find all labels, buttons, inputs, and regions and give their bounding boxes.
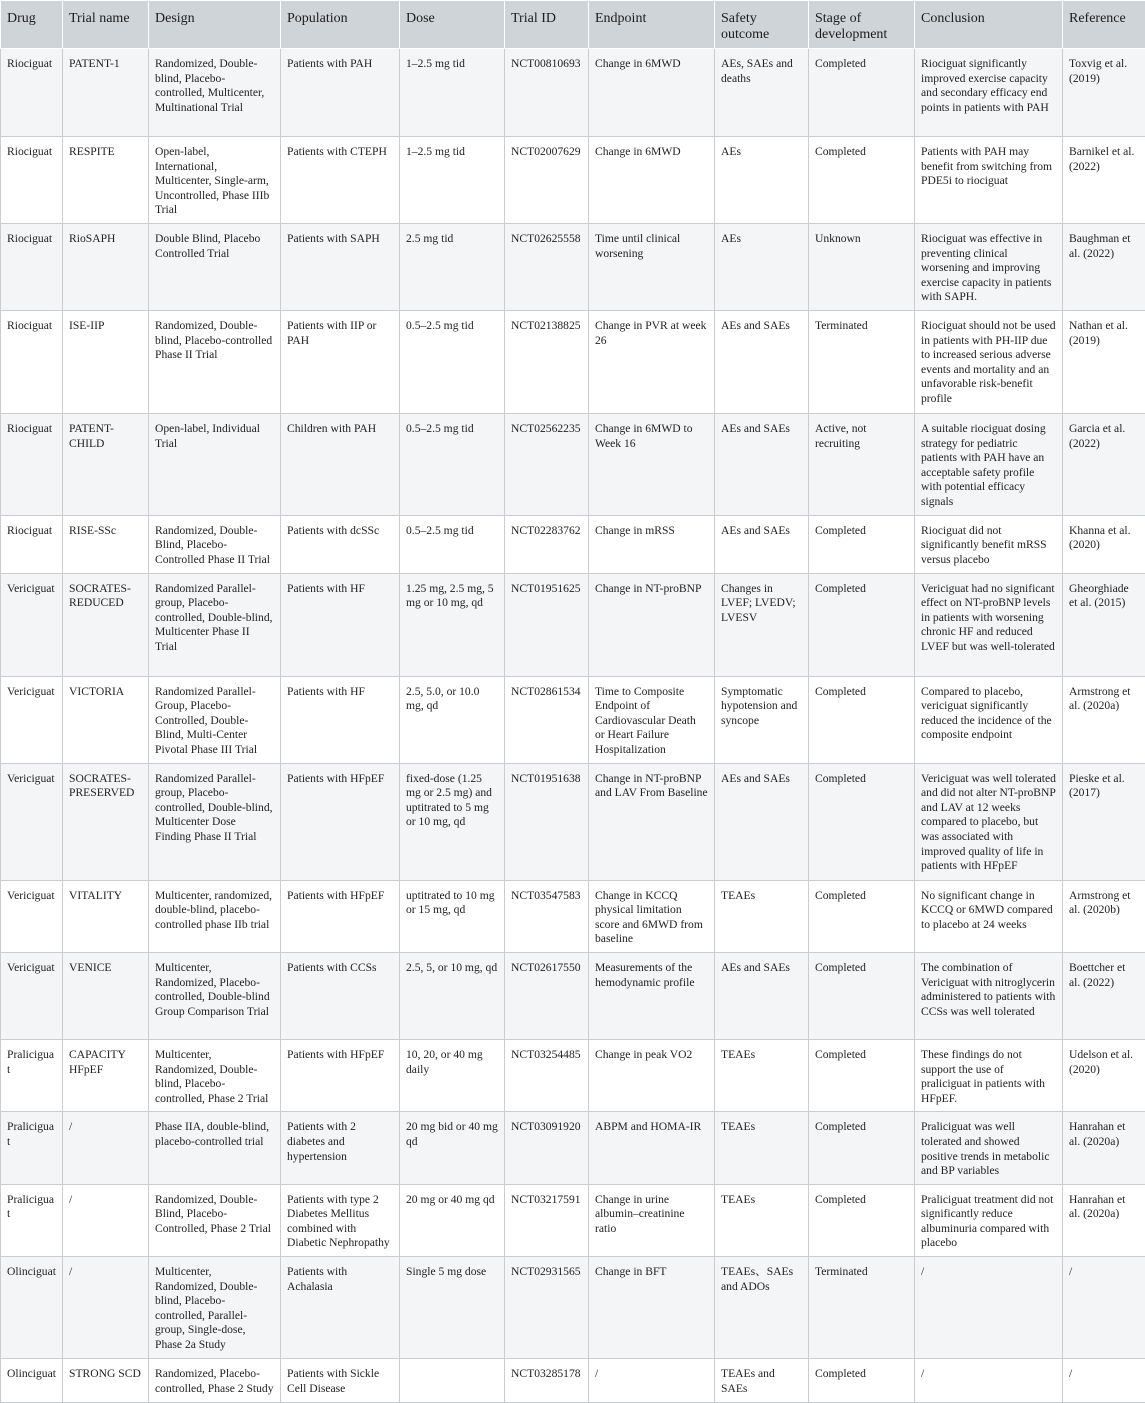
cell-conclusion: Compared to placebo, vericiguat significantly reduced the incidence of the composite endpoint (915, 676, 1063, 763)
header-population: Population (281, 1, 400, 49)
cell-safety-outcome: AEs and SAEs (715, 515, 809, 573)
cell-drug: Vericiguat (1, 763, 63, 880)
cell-stage: Completed (809, 763, 915, 880)
cell-reference: Toxvig et al. (2019) (1063, 49, 1145, 137)
header-dose: Dose (400, 1, 505, 49)
cell-conclusion: Patients with PAH may benefit from switching from PDE5i to riociguat (915, 137, 1063, 224)
cell-drug: Riociguat (1, 311, 63, 414)
header-reference: Reference (1063, 1, 1145, 49)
cell-dose: 1.25 mg, 2.5 mg, 5 mg or 10 mg, qd (400, 573, 505, 676)
cell-conclusion: Praliciguat treatment did not significantly reduce albuminuria compared with placebo (915, 1184, 1063, 1256)
cell-stage: Completed (809, 515, 915, 573)
cell-safety-outcome: Changes in LVEF; LVEDV; LVESV (715, 573, 809, 676)
cell-safety-outcome: AEs, SAEs and deaths (715, 49, 809, 137)
cell-conclusion: Vericiguat was well tolerated and did not alter NT-proBNP and LAV at 12 weeks compared to placebo, but was associated with improved quality of life in patients with HFpEF (915, 763, 1063, 880)
table-row (1, 1359, 1145, 1403)
cell-drug: Riociguat (1, 414, 63, 516)
cell-trial-id: NCT02617550 (505, 952, 589, 1039)
cell-design: Randomized, Double-blind, Placebo-controlled, Multicenter, Multinational Trial (149, 49, 281, 137)
cell-drug: Vericiguat (1, 676, 63, 763)
cell-trial-name: RESPITE (63, 137, 149, 224)
cell-reference: Barnikel et al. (2022) (1063, 137, 1145, 224)
table-row (1, 952, 1145, 1039)
cell-conclusion: Riociguat was effective in preventing clinical worsening and improving exercise capacity in patients with SAPH. (915, 224, 1063, 311)
cell-dose: Single 5 mg dose (400, 1257, 505, 1359)
cell-safety-outcome: AEs and SAEs (715, 952, 809, 1039)
cell-trial-id: NCT02931565 (505, 1257, 589, 1359)
cell-population: Patients with PAH (281, 49, 400, 137)
cell-safety-outcome: TEAEs (715, 1184, 809, 1256)
cell-stage: Completed (809, 573, 915, 676)
cell-stage: Completed (809, 49, 915, 137)
cell-stage: Completed (809, 1112, 915, 1184)
table-body (1, 49, 1145, 1403)
cell-safety-outcome: TEAEs (715, 1039, 809, 1111)
cell-endpoint: Change in NT-proBNP (589, 573, 715, 676)
cell-population: Patients with SAPH (281, 224, 400, 311)
header-trial-id: Trial ID (505, 1, 589, 49)
cell-trial-id: NCT02138825 (505, 311, 589, 414)
cell-design: Randomized, Placebo-controlled, Phase 2 Study (149, 1359, 281, 1403)
cell-conclusion: A suitable riociguat dosing strategy for pediatric patients with PAH have an acceptable safety profile with potential efficacy signals (915, 414, 1063, 516)
header-trial-name: Trial name (63, 1, 149, 49)
cell-trial-name: VITALITY (63, 880, 149, 952)
cell-dose: 0.5–2.5 mg tid (400, 311, 505, 414)
header-conclusion: Conclusion (915, 1, 1063, 49)
cell-endpoint: Change in 6MWD (589, 137, 715, 224)
cell-reference: Pieske et al. (2017) (1063, 763, 1145, 880)
cell-stage: Terminated (809, 311, 915, 414)
cell-design: Open-label, International, Multicenter, Single-arm, Uncontrolled, Phase IIIb Trial (149, 137, 281, 224)
cell-trial-name: PATENT-1 (63, 49, 149, 137)
table-row (1, 880, 1145, 952)
cell-population: Patients with HF (281, 676, 400, 763)
cell-design: Double Blind, Placebo Controlled Trial (149, 224, 281, 311)
cell-design: Randomized Parallel-group, Placebo-controlled, Double-blind, Multicenter Dose Finding Phase II Trial (149, 763, 281, 880)
cell-dose: 20 mg or 40 mg qd (400, 1184, 505, 1256)
cell-conclusion: The combination of Vericiguat with nitroglycerin administered to patients with CCSs was well tolerated (915, 952, 1063, 1039)
header-design: Design (149, 1, 281, 49)
cell-conclusion: Riociguat did not significantly benefit mRSS versus placebo (915, 515, 1063, 573)
cell-endpoint: Change in PVR at week 26 (589, 311, 715, 414)
cell-stage: Unknown (809, 224, 915, 311)
cell-drug: Praliciguat (1, 1039, 63, 1111)
cell-design: Multicenter, randomized, double-blind, placebo-controlled phase IIb trial (149, 880, 281, 952)
table-row (1, 1112, 1145, 1184)
cell-endpoint: Measurements of the hemodynamic profile (589, 952, 715, 1039)
cell-trial-id: NCT03254485 (505, 1039, 589, 1111)
table-row (1, 137, 1145, 224)
cell-design: Multicenter, Randomized, Double-blind, Placebo-controlled, Parallel-group, Single-dose, Phase 2a Study (149, 1257, 281, 1359)
table-row (1, 763, 1145, 880)
cell-stage: Completed (809, 137, 915, 224)
cell-dose: uptitrated to 10 mg or 15 mg, qd (400, 880, 505, 952)
cell-safety-outcome: AEs and SAEs (715, 414, 809, 516)
cell-conclusion: Vericiguat had no significant effect on NT-proBNP levels in patients with worsening chronic HF and reduced LVEF but was well-tolerated (915, 573, 1063, 676)
cell-population: Patients with HFpEF (281, 763, 400, 880)
header-safety-outcome: Safety outcome (715, 1, 809, 49)
table-row (1, 1184, 1145, 1256)
cell-trial-name: VENICE (63, 952, 149, 1039)
cell-dose: 0.5–2.5 mg tid (400, 515, 505, 573)
cell-conclusion: Praliciguat was well tolerated and showed positive trends in metabolic and BP variables (915, 1112, 1063, 1184)
cell-endpoint: Change in 6MWD (589, 49, 715, 137)
cell-trial-name: STRONG SCD (63, 1359, 149, 1403)
cell-safety-outcome: AEs and SAEs (715, 311, 809, 414)
cell-design: Phase IIA, double-blind, placebo-controlled trial (149, 1112, 281, 1184)
cell-population: Patients with Sickle Cell Disease (281, 1359, 400, 1403)
cell-conclusion: Riociguat significantly improved exercise capacity and secondary efficacy end points in patients with PAH (915, 49, 1063, 137)
cell-trial-name: SOCRATES-PRESERVED (63, 763, 149, 880)
header-stage: Stage of development (809, 1, 915, 49)
cell-dose: 1–2.5 mg tid (400, 49, 505, 137)
cell-safety-outcome: AEs (715, 137, 809, 224)
cell-design: Randomized Parallel-group, Placebo-controlled, Double-blind, Multicenter Phase II Trial (149, 573, 281, 676)
cell-population: Patients with CTEPH (281, 137, 400, 224)
cell-drug: Olinciguat (1, 1257, 63, 1359)
cell-conclusion: These findings do not support the use of praliciguat in patients with HFpEF. (915, 1039, 1063, 1111)
cell-trial-name: / (63, 1112, 149, 1184)
cell-design: Randomized, Double-Blind, Placebo-Controlled, Phase 2 Trial (149, 1184, 281, 1256)
cell-reference: Armstrong et al. (2020b) (1063, 880, 1145, 952)
cell-safety-outcome: TEAEs (715, 1112, 809, 1184)
cell-population: Patients with CCSs (281, 952, 400, 1039)
table-row (1, 414, 1145, 516)
cell-drug: Vericiguat (1, 952, 63, 1039)
cell-dose: 0.5–2.5 mg tid (400, 414, 505, 516)
cell-trial-name: PATENT-CHILD (63, 414, 149, 516)
cell-population: Patients with HF (281, 573, 400, 676)
cell-population: Children with PAH (281, 414, 400, 516)
cell-trial-id: NCT03547583 (505, 880, 589, 952)
cell-trial-id: NCT02861534 (505, 676, 589, 763)
table-row (1, 515, 1145, 573)
table-row (1, 49, 1145, 137)
cell-trial-id: NCT03091920 (505, 1112, 589, 1184)
cell-safety-outcome: TEAEs、SAEs and ADOs (715, 1257, 809, 1359)
table-row (1, 676, 1145, 763)
cell-trial-name: ISE-IIP (63, 311, 149, 414)
cell-drug: Praliciguat (1, 1184, 63, 1256)
cell-trial-id: NCT02283762 (505, 515, 589, 573)
cell-population: Patients with HFpEF (281, 1039, 400, 1111)
cell-trial-id: NCT01951638 (505, 763, 589, 880)
cell-drug: Vericiguat (1, 880, 63, 952)
table-row (1, 311, 1145, 414)
cell-reference: Hanrahan et al. (2020a) (1063, 1184, 1145, 1256)
cell-dose: 1–2.5 mg tid (400, 137, 505, 224)
cell-dose: 2.5, 5, or 10 mg, qd (400, 952, 505, 1039)
header-drug: Drug (1, 1, 63, 49)
table-row (1, 1039, 1145, 1111)
cell-population: Patients with IIP or PAH (281, 311, 400, 414)
cell-design: Randomized, Double-Blind, Placebo-Controlled Phase II Trial (149, 515, 281, 573)
cell-reference: Hanrahan et al. (2020a) (1063, 1112, 1145, 1184)
cell-trial-id: NCT02007629 (505, 137, 589, 224)
cell-design: Multicenter, Randomized, Placebo-controlled, Double-blind Group Comparison Trial (149, 952, 281, 1039)
cell-reference: Khanna et al. (2020) (1063, 515, 1145, 573)
cell-stage: Completed (809, 1039, 915, 1111)
cell-conclusion: Riociguat should not be used in patients with PH-IIP due to increased serious adverse events and mortality and an unfavorable risk-benefit profile (915, 311, 1063, 414)
cell-endpoint: Change in peak VO2 (589, 1039, 715, 1111)
cell-stage: Completed (809, 880, 915, 952)
cell-drug: Riociguat (1, 515, 63, 573)
cell-reference: Baughman et al. (2022) (1063, 224, 1145, 311)
cell-reference: Armstrong et al. (2020a) (1063, 676, 1145, 763)
cell-reference: / (1063, 1257, 1145, 1359)
cell-dose: 2.5, 5.0, or 10.0 mg, qd (400, 676, 505, 763)
cell-design: Open-label, Individual Trial (149, 414, 281, 516)
cell-population: Patients with Achalasia (281, 1257, 400, 1359)
cell-drug: Olinciguat (1, 1359, 63, 1403)
cell-drug: Riociguat (1, 137, 63, 224)
cell-endpoint: Change in BFT (589, 1257, 715, 1359)
cell-dose (400, 1359, 505, 1403)
cell-safety-outcome: TEAEs and SAEs (715, 1359, 809, 1403)
cell-trial-name: RioSAPH (63, 224, 149, 311)
table-header (1, 1, 1145, 49)
cell-design: Multicenter, Randomized, Double-blind, Placebo-controlled, Phase 2 Trial (149, 1039, 281, 1111)
cell-reference: Udelson et al. (2020) (1063, 1039, 1145, 1111)
cell-trial-id: NCT02562235 (505, 414, 589, 516)
cell-reference: Nathan et al. (2019) (1063, 311, 1145, 414)
cell-conclusion: No significant change in KCCQ or 6MWD compared to placebo at 24 weeks (915, 880, 1063, 952)
cell-reference: / (1063, 1359, 1145, 1403)
cell-trial-id: NCT03217591 (505, 1184, 589, 1256)
cell-trial-name: / (63, 1184, 149, 1256)
cell-stage: Completed (809, 676, 915, 763)
cell-dose: 2.5 mg tid (400, 224, 505, 311)
cell-population: Patients with type 2 Diabetes Mellitus combined with Diabetic Nephropathy (281, 1184, 400, 1256)
cell-safety-outcome: Symptomatic hypotension and syncope (715, 676, 809, 763)
cell-design: Randomized, Double-blind, Placebo-controlled Phase II Trial (149, 311, 281, 414)
cell-trial-name: / (63, 1257, 149, 1359)
cell-drug: Vericiguat (1, 573, 63, 676)
cell-reference: Gheorghiade et al. (2015) (1063, 573, 1145, 676)
cell-endpoint: Change in 6MWD to Week 16 (589, 414, 715, 516)
cell-safety-outcome: AEs and SAEs (715, 763, 809, 880)
cell-trial-id: NCT00810693 (505, 49, 589, 137)
cell-population: Patients with 2 diabetes and hypertension (281, 1112, 400, 1184)
cell-population: Patients with HFpEF (281, 880, 400, 952)
cell-stage: Active, not recruiting (809, 414, 915, 516)
cell-drug: Riociguat (1, 49, 63, 137)
cell-trial-name: RISE-SSc (63, 515, 149, 573)
cell-conclusion: / (915, 1359, 1063, 1403)
cell-endpoint: Change in mRSS (589, 515, 715, 573)
cell-reference: Garcia et al. (2022) (1063, 414, 1145, 516)
cell-reference: Boettcher et al. (2022) (1063, 952, 1145, 1039)
cell-endpoint: Time to Composite Endpoint of Cardiovascular Death or Heart Failure Hospitalization (589, 676, 715, 763)
cell-trial-name: VICTORIA (63, 676, 149, 763)
table-row (1, 573, 1145, 676)
header-row (1, 1, 1145, 49)
cell-dose: 10, 20, or 40 mg daily (400, 1039, 505, 1111)
cell-design: Randomized Parallel-Group, Placebo-Controlled, Double-Blind, Multi-Center Pivotal Phase III Trial (149, 676, 281, 763)
cell-conclusion: / (915, 1257, 1063, 1359)
cell-trial-id: NCT03285178 (505, 1359, 589, 1403)
header-endpoint: Endpoint (589, 1, 715, 49)
cell-stage: Completed (809, 952, 915, 1039)
cell-stage: Terminated (809, 1257, 915, 1359)
cell-endpoint: Change in urine albumin–creatinine ratio (589, 1184, 715, 1256)
cell-stage: Completed (809, 1184, 915, 1256)
cell-endpoint: / (589, 1359, 715, 1403)
cell-population: Patients with dcSSc (281, 515, 400, 573)
cell-dose: fixed-dose (1.25 mg or 2.5 mg) and uptitrated to 5 mg or 10 mg, qd (400, 763, 505, 880)
cell-trial-name: CAPACITY HFpEF (63, 1039, 149, 1111)
table-row (1, 1257, 1145, 1359)
cell-endpoint: Change in NT-proBNP and LAV From Baseline (589, 763, 715, 880)
cell-drug: Praliciguat (1, 1112, 63, 1184)
cell-safety-outcome: AEs (715, 224, 809, 311)
cell-dose: 20 mg bid or 40 mg qd (400, 1112, 505, 1184)
cell-safety-outcome: TEAEs (715, 880, 809, 952)
cell-drug: Riociguat (1, 224, 63, 311)
cell-trial-id: NCT02625558 (505, 224, 589, 311)
cell-endpoint: Change in KCCQ physical limitation score and 6MWD from baseline (589, 880, 715, 952)
cell-stage: Completed (809, 1359, 915, 1403)
cell-endpoint: Time until clinical worsening (589, 224, 715, 311)
cell-trial-id: NCT01951625 (505, 573, 589, 676)
cell-endpoint: ABPM and HOMA-IR (589, 1112, 715, 1184)
cell-trial-name: SOCRATES-REDUCED (63, 573, 149, 676)
table-row (1, 224, 1145, 311)
